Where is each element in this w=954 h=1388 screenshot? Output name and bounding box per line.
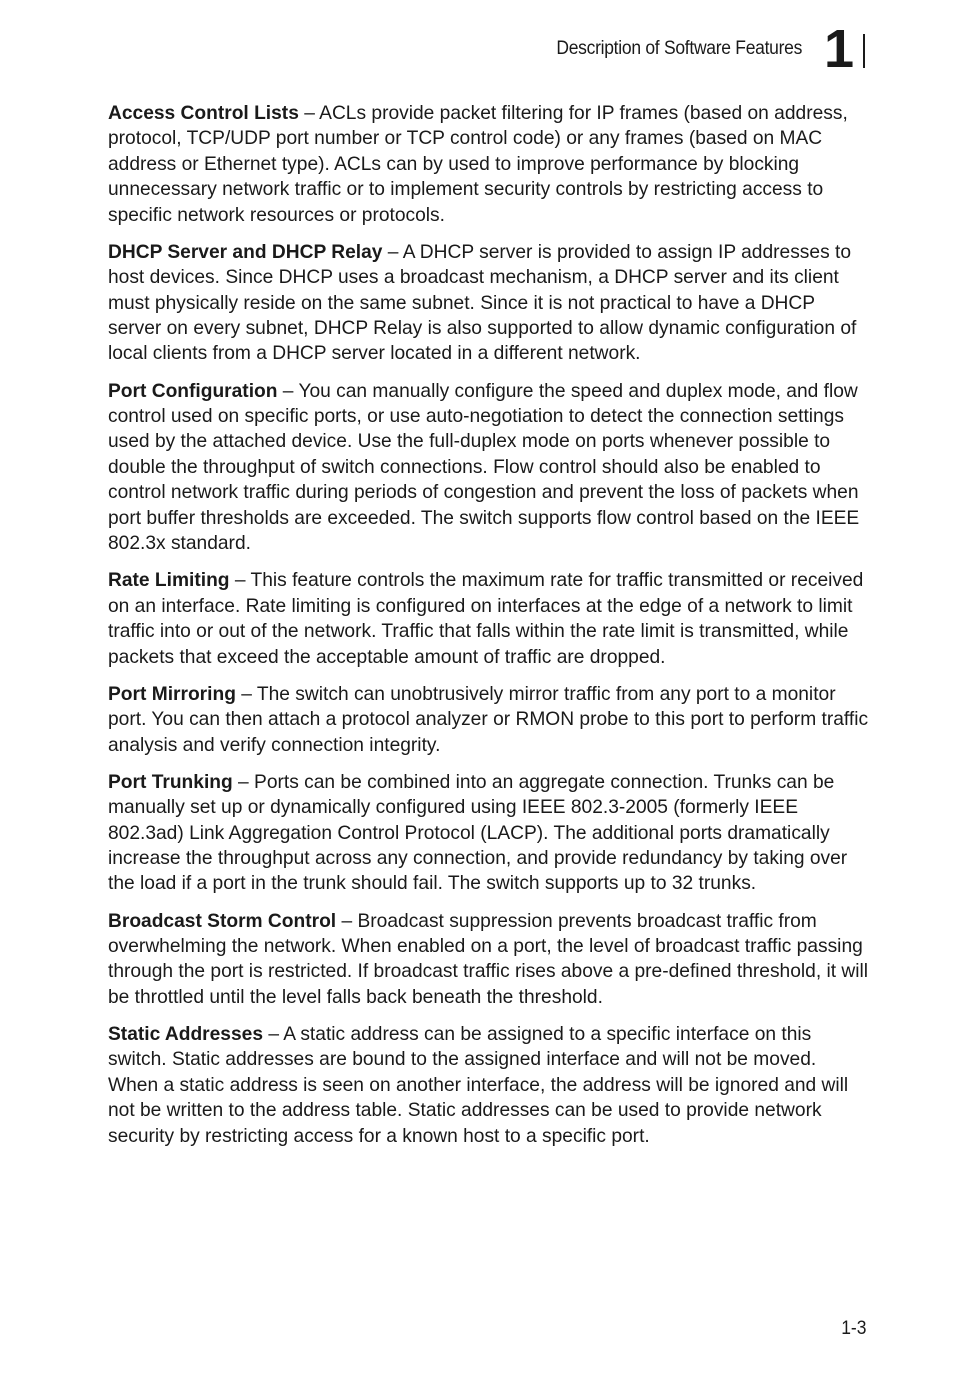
feature-description: – You can manually configure the speed and duplex mode, and flow control used on specific ports, or use auto-negotiation to detect the connection settings used by the attached device. Use the full-duplex mode on ports whenever possible to double the throughput of switch connections. Flow control should also be enabled to control network traffic during periods of congestion and prevent the loss of packets when port buffer thresholds are exceeded. The switch supports flow control based on the IEEE 802.3x standard. — [108, 380, 860, 555]
running-header-title: Description of Software Features — [556, 38, 802, 59]
chapter-marker-rule — [863, 34, 865, 68]
page-body — [108, 101, 870, 1161]
feature-description: – Ports can be combined into an aggregate connection. Trunks can be manually set up or dynamically configured using IEEE 802.3-2005 (formerly IEEE 802.3ad) Link Aggregation Control Protocol (LACP). The additional ports dramatically increase the throughput across any connection, and provide redundancy by taking over the load if a port in the trunk should fail. The switch supports up to 32 trunks. — [108, 771, 848, 895]
feature-term: Rate Limiting — [108, 570, 230, 592]
feature-term: Port Trunking — [108, 771, 233, 793]
feature-term: Static Addresses — [108, 1023, 263, 1045]
feature-description: – A DHCP server is provided to assign IP addresses to host devices. Since DHCP uses a broadcast mechanism, a DHCP server and its client must physically reside on the same subnet. Since it is not practical to have a DHCP server on every subnet, DHCP Relay is also supported to allow dynamic configuration of local clients from a DHCP server located in a different network. — [108, 241, 857, 365]
paragraph-port-configuration — [108, 379, 870, 557]
feature-term: DHCP Server and DHCP Relay — [108, 241, 383, 263]
paragraph-port-trunking — [108, 770, 870, 897]
paragraph-rate-limiting — [108, 568, 870, 670]
chapter-number: 1 — [824, 19, 853, 79]
feature-description: – The switch can unobtrusively mirror traffic from any port to a monitor port. You can then attach a protocol analyzer or RMON probe to this port to perform traffic analysis and verify connection integrity. — [108, 683, 869, 756]
feature-description: – A static address can be assigned to a specific interface on this switch. Static addresses are bound to the assigned interface and will not be moved. When a static address is seen on another interface, the address will be ignored and will not be written to the address table. Static addresses can be used to provide network security by restricting access for a known host to a specific port. — [108, 1023, 849, 1147]
feature-term: Port Configuration — [108, 380, 278, 402]
feature-term: Port Mirroring — [108, 683, 236, 705]
feature-term: Access Control Lists — [108, 103, 299, 124]
feature-description: – ACLs provide packet filtering for IP frames (based on address, protocol, TCP/UDP port number or TCP control code) or any frames (based on MAC address or Ethernet type). ACLs can by used to improve performance by blocking unnecessary network traffic or to implement security controls by restricting access to specific network resources or protocols. — [108, 103, 848, 226]
page-number: 1-3 — [840, 1318, 866, 1339]
page-header — [0, 0, 954, 80]
paragraph-access-control-lists — [108, 101, 870, 228]
paragraph-static-addresses — [108, 1022, 870, 1149]
paragraph-port-mirroring — [108, 682, 870, 758]
feature-description: – Broadcast suppression prevents broadcast traffic from overwhelming the network. When enabled on a port, the level of broadcast traffic passing through the port is restricted. If broadcast traffic rises above a pre-defined threshold, it will be throttled until the level falls back beneath the threshold. — [108, 910, 869, 1008]
feature-description: – This feature controls the maximum rate for traffic transmitted or received on an interface. Rate limiting is configured on interfaces at the edge of a network to limit traffic into or out of the network. Traffic that falls within the rate limit is transmitted, while packets that exceed the acceptable amount of traffic are dropped. — [108, 570, 864, 668]
paragraph-broadcast-storm-control — [108, 909, 870, 1011]
paragraph-dhcp — [108, 240, 870, 367]
feature-term: Broadcast Storm Control — [108, 910, 337, 932]
